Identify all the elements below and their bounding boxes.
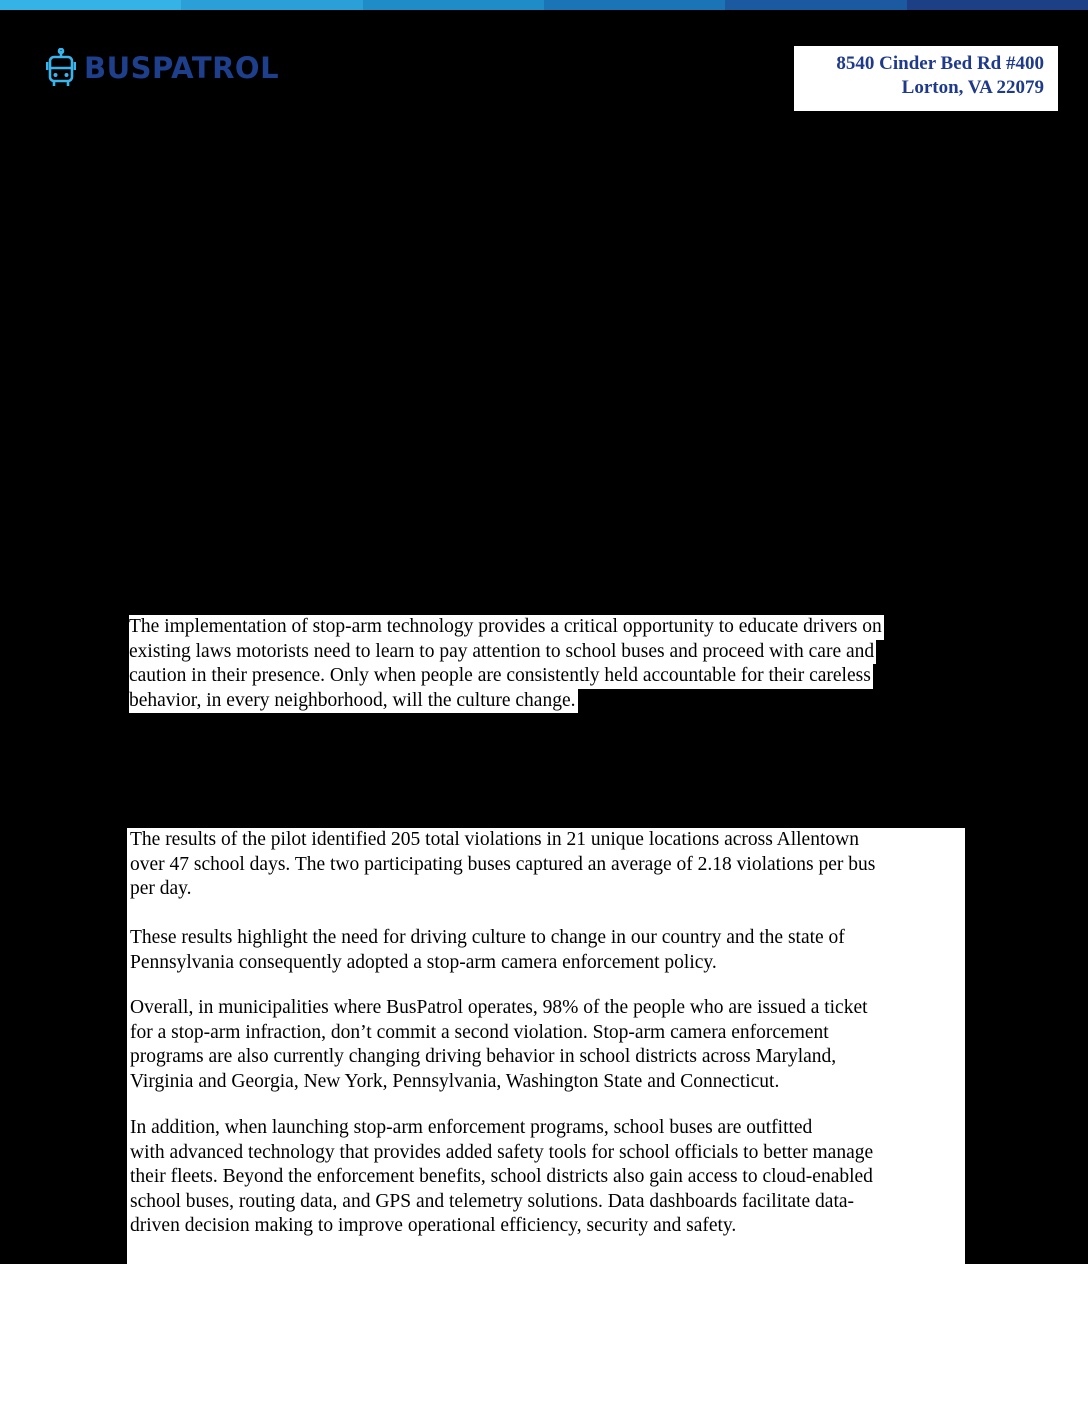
results-line: The results of the pilot identified 205 total violations in 21 unique locations across Allentown [130, 829, 859, 850]
results-line: school buses, routing data, and GPS and telemetry solutions. Data dashboards facilitate data- [130, 1190, 855, 1212]
intro-line: existing laws motorists need to learn to pay attention to school buses and proceed with care and [129, 640, 876, 665]
results-line: programs are also currently changing driving behavior in school districts across Maryland, [130, 1046, 837, 1067]
stripe-segment [363, 0, 544, 10]
results-line: for a stop-arm infraction, don’t commit a second violation. Stop-arm camera enforcement [130, 1021, 829, 1043]
results-line: Pennsylvania consequently adopted a stop-arm camera enforcement policy. [130, 951, 717, 973]
results-line: driven decision making to improve operational efficiency, security and safety. [130, 1215, 737, 1236]
results-line: Overall, in municipalities where BusPatrol operates, 98% of the people who are issued a ticket [130, 997, 868, 1018]
results-paragraph [130, 926, 845, 975]
results-line: over 47 school days. The two participating buses captured an average of 2.18 violations per bus [130, 853, 876, 875]
results-line: Virginia and Georgia, New York, Pennsylvania, Washington State and Connecticut. [130, 1070, 780, 1092]
bus-icon [46, 48, 76, 88]
results-panel [127, 828, 965, 1264]
results-line: per day. [130, 878, 192, 899]
intro-paragraph [129, 615, 969, 713]
results-paragraph [130, 828, 875, 902]
address-line-1: 8540 Cinder Bed Rd #400 [836, 53, 1044, 74]
intro-line: behavior, in every neighborhood, will the culture change. [129, 689, 578, 714]
stripe-segment [907, 0, 1088, 10]
intro-line: The implementation of stop-arm technology provides a critical opportunity to educate drivers on [129, 615, 884, 640]
stripe-segment [0, 0, 181, 10]
intro-line: caution in their presence. Only when people are consistently held accountable for their careless [129, 664, 873, 689]
results-paragraph [130, 1116, 873, 1239]
results-line: In addition, when launching stop-arm enforcement programs, school buses are outfitted [130, 1117, 813, 1138]
address-box [794, 46, 1058, 111]
header-stripe [0, 0, 1088, 10]
logo-text: BUSPATROL [84, 51, 280, 85]
results-line: These results highlight the need for driving culture to change in our country and the state of [130, 927, 845, 948]
stripe-segment [725, 0, 906, 10]
results-line: their fleets. Beyond the enforcement benefits, school districts also gain access to cloud-enabled [130, 1166, 873, 1187]
results-line: with advanced technology that provides added safety tools for school officials to better manage [130, 1141, 874, 1163]
address-line-2: Lorton, VA 22079 [901, 77, 1044, 98]
stripe-segment [544, 0, 725, 10]
buspatrol-logo [46, 48, 279, 88]
results-paragraph [130, 996, 868, 1094]
stripe-segment [181, 0, 362, 10]
